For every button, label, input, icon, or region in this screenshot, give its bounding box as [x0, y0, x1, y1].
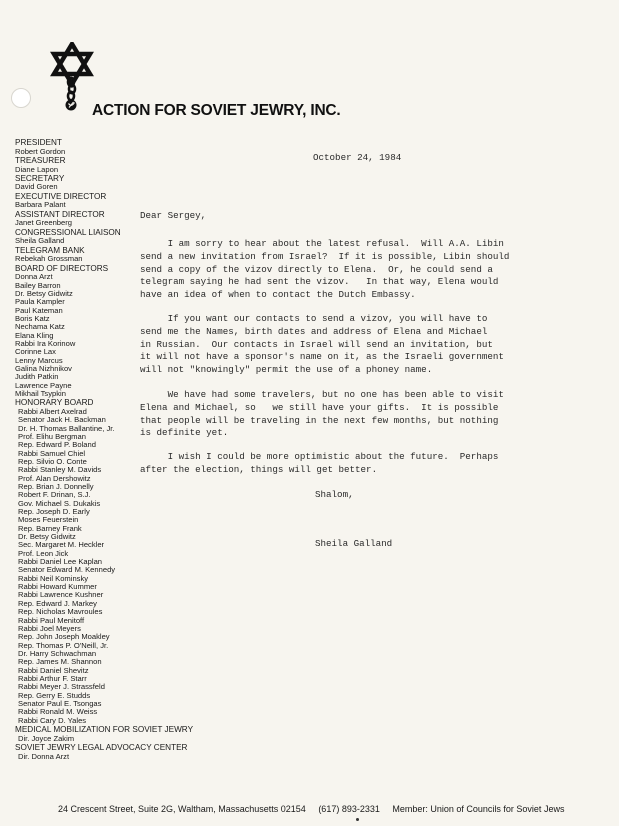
roster-member-name: Rabbi Howard Kummer — [18, 582, 97, 592]
roster-section-heading: ASSISTANT DIRECTOR — [15, 209, 105, 219]
roster-member-name: Rabbi Daniel Lee Kaplan — [18, 557, 103, 567]
roster-member-name: Dr. Betsy Gidwitz — [18, 532, 76, 542]
closing: Shalom, — [315, 489, 354, 500]
roster-member-name: Rabbi Samuel Chiel — [18, 448, 86, 458]
roster-member-name: Dr. Betsy Gidwitz — [15, 288, 73, 298]
roster-section-heading: SECRETARY — [15, 173, 65, 183]
roster-member-name: Rep. Barney Frank — [18, 523, 82, 533]
roster-member-name: Rabbi Stanley M. Davids — [18, 465, 102, 475]
footer-membership: Member: Union of Councils for Soviet Jews — [392, 804, 565, 814]
roster-member-name: Sec. Margaret M. Heckler — [18, 540, 105, 550]
roster-member-name: Rabbi Meyer J. Strassfeld — [18, 682, 105, 692]
roster-member-name: Prof. Elihu Bergman — [18, 431, 86, 441]
roster-member-name: Dir. Donna Arzt — [18, 751, 70, 761]
paragraph — [140, 389, 570, 440]
roster-member-name: Paul Kateman — [15, 305, 63, 315]
text-line: We have had some travelers, but no one has been able to visit — [140, 389, 504, 400]
text-line: If you want our contacts to send a vizov, you will have to — [140, 313, 488, 324]
roster-member-name: Barbara Palant — [15, 200, 66, 210]
roster-member-name: Prof. Leon Jick — [18, 548, 69, 558]
roster-member-name: Lawrence Payne — [15, 380, 72, 390]
text-line: Elena and Michael, so we still have your gifts. It is possible — [140, 401, 499, 413]
star-of-david-chain-logo — [50, 42, 94, 112]
roster-member-name: Rep. Edward J. Markey — [18, 598, 97, 608]
text-line: send a copy of the vizov directly to Elena. Or, he could send a — [140, 263, 493, 275]
footer-address: 24 Crescent Street, Suite 2G, Waltham, Massachusetts 02154 — [58, 804, 306, 814]
roster-member-name: Gov. Michael S. Dukakis — [18, 498, 101, 508]
text-line: in Russian. Our contacts in Israel will send an invitation, but — [140, 338, 493, 350]
roster-member-name: Rep. Edward P. Boland — [18, 440, 96, 450]
paragraph — [140, 313, 570, 377]
paragraph — [140, 451, 570, 477]
roster-member-name: Rabbi Lawrence Kushner — [18, 590, 104, 600]
roster-member-name: Rep. Brian J. Donnelly — [18, 482, 94, 491]
roster-member-name: Janet Greenberg — [15, 218, 72, 228]
roster-member-name: Paula Kampler — [15, 297, 65, 307]
roster-member-name: Rep. Gerry E. Studds — [18, 690, 91, 700]
roster-member-name: Rabbi Neil Kominsky — [18, 573, 89, 583]
roster-section-heading: TELEGRAM BANK — [15, 245, 85, 255]
text-line: is definite yet. — [140, 427, 229, 439]
roster-member-name: Robert Gordon — [15, 146, 66, 156]
paragraph — [140, 238, 570, 302]
roster-member-name: Senator Paul E. Tsongas — [18, 698, 102, 708]
roster-section-heading: HONORARY BOARD — [15, 398, 94, 408]
roster-member-name: David Goren — [15, 182, 58, 192]
roster-member-name: Lenny Marcus — [15, 355, 63, 365]
text-line: I wish I could be more optimistic about the future. Perhaps — [140, 451, 499, 462]
roster-member-name: Sheila Galland — [15, 236, 65, 246]
roster-section-heading: MEDICAL MOBILIZATION FOR SOVIET JEWRY — [15, 724, 194, 734]
roster-member-name: Dir. Joyce Zakim — [18, 733, 75, 743]
roster-member-name: Rabbi Arthur F. Starr — [18, 673, 87, 683]
roster-member-name: Dr. Harry Schwachman — [18, 648, 97, 658]
text-line: after the election, things will get better. — [140, 463, 378, 475]
roster-member-name: Moses Feuerstein — [18, 515, 79, 525]
footer-phone: (617) 893-2331 — [318, 804, 380, 814]
roster-member-name: Rabbi Albert Axelrad — [18, 406, 87, 416]
text-line: that people will be traveling in the next few months, but nothing — [140, 414, 499, 426]
roster-member-name: Rep. Thomas P. O'Neill, Jr. — [18, 640, 109, 650]
text-line: send a new invitation from Israel? If it is possible, Libin should — [140, 250, 510, 262]
roster-member-name: Rabbi Ronald M. Weiss — [18, 707, 98, 717]
text-line: will not "knowingly" permit the use of a phoney name. — [140, 364, 433, 376]
roster-section-heading: PRESIDENT — [15, 138, 62, 147]
text-line: I am sorry to hear about the latest refusal. Will A.A. Libin — [140, 238, 504, 249]
roster-section-heading: TREASURER — [15, 155, 66, 165]
roster-member-name: Donna Arzt — [15, 272, 53, 282]
roster-member-name: Rep. James M. Shannon — [18, 657, 102, 667]
text-line: send me the Names, birth dates and address of Elena and Michael — [140, 325, 488, 337]
letterhead-footer — [58, 804, 574, 814]
roster-member-name: Rep. Joseph D. Early — [18, 507, 90, 517]
roster-member-name: Nechama Katz — [15, 322, 65, 332]
roster-member-name: Senator Edward M. Kennedy — [18, 565, 116, 575]
roster-member-name: Galina Nizhnikov — [15, 363, 72, 373]
roster-member-name: Boris Katz — [15, 313, 50, 323]
text-line: it will not have a sponsor's name on it, as the Israeli government — [140, 351, 504, 363]
decorative-dot — [356, 818, 359, 821]
roster-member-name: Judith Patkin — [15, 372, 59, 382]
salutation: Dear Sergey, — [140, 210, 207, 221]
organization-name: ACTION FOR SOVIET JEWRY, INC. — [92, 102, 341, 119]
roster-member-name: Rep. John Joseph Moakley — [18, 632, 110, 642]
roster-member-name: Rabbi Joel Meyers — [18, 623, 81, 633]
roster-member-name: Rep. Silvio O. Conte — [18, 456, 87, 466]
roster-member-name: Dr. H. Thomas Ballantine, Jr. — [18, 423, 115, 433]
roster-member-name: Elana Kling — [15, 330, 54, 340]
roster-member-name: Rabbi Ira Korinow — [15, 338, 76, 348]
roster-member-name: Diane Lapon — [15, 164, 59, 174]
text-line: telegram saying he had sent the vizov. In that way, Elena would — [140, 276, 499, 288]
roster-section-heading: SOVIET JEWRY LEGAL ADVOCACY CENTER — [15, 742, 188, 752]
roster-member-name: Prof. Alan Dershowitz — [18, 473, 91, 483]
letter-date: October 24, 1984 — [313, 152, 402, 163]
roster-member-name: Robert F. Drinan, S.J. — [18, 490, 91, 500]
roster-member-name: Mikhail Tsypkin — [15, 388, 66, 398]
roster-member-name: Rabbi Daniel Shevitz — [18, 665, 89, 675]
roster-member-name: Rep. Nicholas Mavroules — [18, 607, 103, 617]
roster-section-heading: BOARD OF DIRECTORS — [15, 263, 109, 273]
roster-member-name: Bailey Barron — [15, 280, 61, 290]
roster-member-name: Rebekah Grossman — [15, 254, 83, 264]
roster-member-name: Rabbi Paul Menitoff — [18, 615, 85, 625]
roster-section-heading: EXECUTIVE DIRECTOR — [15, 191, 107, 201]
roster-member-name: Senator Jack H. Backman — [18, 415, 106, 425]
roster-section-heading: CONGRESSIONAL LIAISON — [15, 227, 121, 237]
roster-member-name: Corinne Lax — [15, 347, 56, 357]
signature-name: Sheila Galland — [315, 538, 393, 549]
text-line: have an idea of when to contact the Dutch Embassy. — [140, 289, 416, 301]
punch-hole — [11, 88, 31, 108]
roster-member-name: Rabbi Cary D. Yales — [18, 715, 87, 725]
